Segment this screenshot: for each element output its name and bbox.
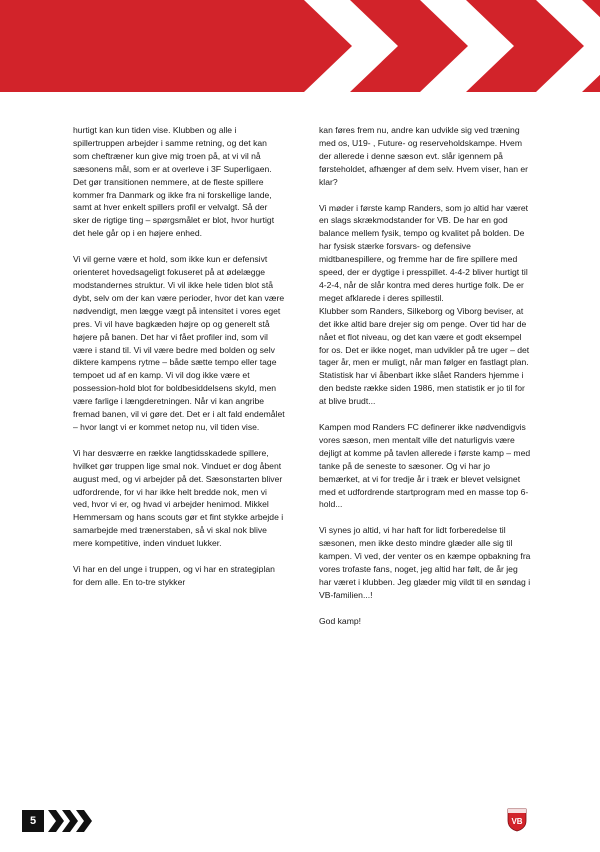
article-paragraph: hurtigt kan kun tiden vise. Klubben og alle i spillertruppen arbejder i samme retning, og det kan som cheftræner kun give mig troen på, at vi vil nå sæsonens mål, som er at overleve i 3F Superligaen. Det gør transitionen nemmere, at de fleste spillere kommer fra Danmark og ikke fra ni forskellige lande, samt at hver enkelt spillers profil er velvalgt. Så der sker de rigtige ting – spørgsmålet er blot, hvor hurtigt det hele går op i en højere enhed. [73,125,275,239]
header-band [0,0,600,92]
page-number: 5 [22,810,44,832]
page-footer [0,806,600,836]
article-paragraph: Vi har desværre en række langtidsskadede spillere, hvilket gør truppen lige smal nok. Vinduet er dog åbent august med, og vi arbejder på det. Sæsonstarten bliver udfordrende, for vi har ikke helt bredde nok, men vi ved, hvor vi er, og hvad vi arbejder henimod. Mikkel Hemmersam og hans scouts gør et fint stykke arbejde i samarbejde med trænerstaben, så vi skal nok blive mere kompetitive, inden vinduet lukker. [73,447,284,549]
article-paragraph: Vi har en del unge i truppen, og vi har en strategiplan for dem alle. En to-tre stykker [73,564,275,587]
club-logo-text: VB [511,817,523,826]
club-crest-icon [507,808,527,832]
article-paragraph: Vi vil gerne være et hold, som ikke kun er defensivt orienteret hovedsageligt fokuseret på at ødelægge modstandernes struktur. Vi vil ikke hele tiden blot stå dybt, selv om der kan være perioder, hvor det kan være nødvendigt, men lægge vægt på intensitet i vores eget pres. Vi vil have bagkæden højre op og generelt stå højere på banen. Det har vi fået profiler ind, som vil være i stand til. Vi vil være bedre med bolden og selv diktere kampens rytme – både sætte tempo eller tage tempoet ud af en kamp. Vi vil dog ikke være et possession-hold blot for boldbesiddelsens skyld, men være farlige i længderetningen. Når vi kan angribe fremad banen, vil vi gøre det. Det er i alt fald endemålet – hvor langt vi er kommet netop nu, vil tiden vise. [73,254,285,432]
footer-chevron-2 [62,810,78,832]
header-chevron-graphic [0,0,600,92]
article-paragraph: Vi synes jo altid, vi har haft for lidt forberedelse til sæsonen, men ikke desto mindre glæder alle sig til kampen. Vi ved, der venter os en kæmpe opbakning fra vores trofaste fans, noget, jeg altid har følt, de år jeg har været i klubben. Jeg glæder mig vildt til en søndag i VB-familien...! [319,525,531,600]
footer-chevron-icon [44,810,98,832]
article-right-column [319,124,531,641]
article-paragraph: God kamp! [319,615,362,626]
article-paragraph: Kampen mod Randers FC definerer ikke nødvendigvis vores sæson, men mentalt ville det naturligvis være dejligt at komme på tavlen allerede i første kamp – med tanke på de seneste to sæsoner. Og vi har jo bemærket, at vi for tredje år i træk er blevet velsignet med et udfordrende startprogram med en masse top 6-hold... [319,422,531,510]
article-paragraph: Vi møder i første kamp Randers, som jo altid har været en slags skrækmodstander for VB. De har en god balance mellem fysik, tempo og kvalitet på bolden. De har fysisk stærke forsvars- og defensive midtbanespillere, og fremme har de fire spillere med speed, der er dygtige i presspillet. 4-4-2 bliver hurtigt til 4-2-4, når de slår kontra med deres hurtige folk. De er meget afklarede i deres spillestil. Klubber som Randers, Silkeborg og Viborg beviser, at det ikke altid bare drejer sig om penge. Over tid har de nået et flot niveau, og det kan være et godt eksempel for os. Det er ikke noget, man udvikler på tre uger – det tager år, men er muligt, når man følger en fastlagt plan. Statistisk har vi åbenbart ikke slået Randers hjemme i den bedste række siden 1986, men statistik er jo til for at blive brudt... [319,202,530,407]
footer-chevron-1 [48,810,64,832]
footer-chevron-3 [76,810,92,832]
article-paragraph: kan føres frem nu, andre kan udvikle sig ved træning med os, U19- , Future- og reserveholdskampe. Hvem der allerede i denne sæson evt. slår igennem på førsteholdet, afhænger af dem selv. Hvem viser, han er klar? [319,125,529,187]
article-body [73,124,551,764]
article-left-column [73,124,285,602]
